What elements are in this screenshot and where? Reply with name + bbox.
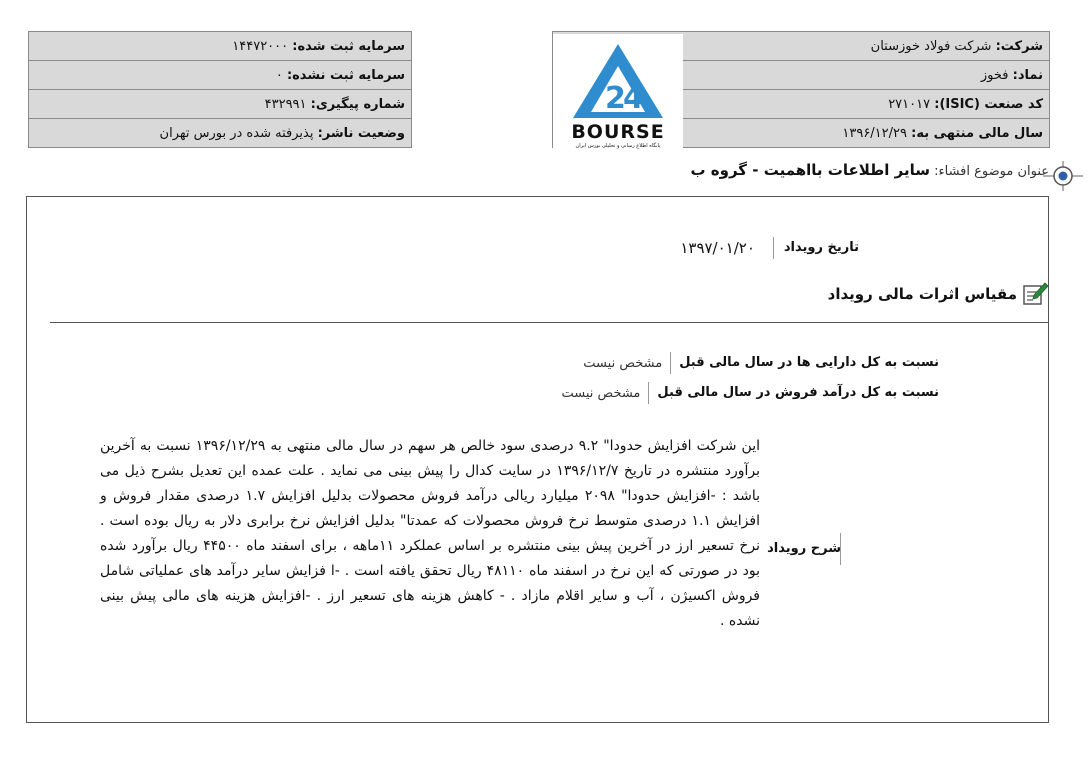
- company-value: شرکت فولاد خوزستان: [870, 38, 992, 54]
- publisher-status-value: پذیرفته شده در بورس تهران: [159, 125, 314, 141]
- ratio-sales-value: مشخص نیست: [561, 385, 641, 401]
- unregistered-capital-value: ۰: [275, 67, 283, 83]
- disclosure-subject: [691, 161, 1050, 179]
- subject-value: سایر اطلاعات بااهمیت - گروه ب: [690, 161, 930, 179]
- event-description-text: این شرکت افزایش حدودا" ۹.۲ درصدی سود خالص هر سهم در سال مالی منتهی به ۱۳۹۶/۱۲/۲۹ نسبت به آخرین برآورد منتشره در تاریخ ۱۳۹۶/۱۲/۷ در سایت کدال را پیش بینی می نماید . علت عمده این تعدیل بشرح ذیل می باشد : -افزایش حدودا" ۲۰۹۸ میلیارد ریالی درآمد فروش محصولات بدلیل افزایش ۱.۷ درصدی مقدار فروش و افزایش ۱.۱ درصدی متوسط نرخ فروش محصولات که عمدتا" بدلیل افزایش نرخ برابری دلار به ریال بوده است . نرخ تسعیر ارز در آخرین پیش بینی منتشره بر اساس عملکرد ۱۱ماهه ، برای اسفند ماه ۴۴۵۰۰ ریال برآورد شده بود در صورتی که این نرخ در اسفند ماه ۴۸۱۱۰ ریال تحقق یافته است . -ا فزایش سایر درآمد های عملیاتی شامل فروش اکسیژن ، آب و سایر اقلام مازاد . - کاهش هزینه های تسعیر ارز . -افزایش هزینه های مالی پیش بینی نشده .: [100, 438, 761, 629]
- logo-number-4: 4: [623, 81, 644, 116]
- event-date-row: [680, 237, 859, 259]
- edit-note-icon: [1023, 282, 1049, 306]
- bourse-logo: [553, 34, 683, 150]
- tracking-number-cell: شماره پیگیری: ۴۳۲۹۹۱: [29, 90, 412, 119]
- section-title-text: مقیاس اثرات مالی رویداد: [827, 285, 1017, 303]
- registered-capital-value: ۱۴۴۷۲۰۰۰: [232, 38, 289, 54]
- section-divider: [50, 322, 1049, 323]
- target-icon: [1043, 161, 1083, 191]
- event-date-value: ۱۳۹۷/۰۱/۲۰: [680, 239, 755, 257]
- logo-tagline: پایگاه اطلاع رسانی و تحلیلی بورس ایران: [575, 143, 661, 149]
- logo-wordmark: BOURSE: [571, 121, 665, 143]
- symbol-value: فخوز: [980, 67, 1009, 83]
- event-date-label: تاریخ رویداد: [773, 237, 859, 259]
- unregistered-capital-cell: سرمایه ثبت نشده: ۰: [29, 61, 412, 90]
- ratio-sales-row: [561, 382, 939, 404]
- company-header-table: [28, 31, 1050, 148]
- isic-value: ۲۷۱۰۱۷: [888, 96, 931, 112]
- description-separator: [840, 533, 841, 565]
- bourse-logo-graphic: [553, 34, 683, 150]
- tracking-number-value: ۴۳۲۹۹۱: [264, 96, 307, 112]
- event-description-label: شرح رویداد: [767, 541, 841, 556]
- symbol-cell: نماد: فخوز: [553, 61, 1050, 90]
- ratio-assets-label: نسبت به کل دارایی ها در سال مالی قبل: [670, 352, 939, 374]
- registered-capital-cell: سرمایه ثبت شده: ۱۴۴۷۲۰۰۰: [29, 32, 412, 61]
- ratio-assets-row: [583, 352, 939, 374]
- logo-number-2: 2: [605, 81, 626, 116]
- fiscal-year-cell: سال مالی منتهی به: ۱۳۹۶/۱۲/۲۹: [553, 119, 1050, 148]
- ratio-sales-label: نسبت به کل درآمد فروش در سال مالی قبل: [648, 382, 939, 404]
- isic-cell: کد صنعت (ISIC): ۲۷۱۰۱۷: [553, 90, 1050, 119]
- publisher-status-cell: وضعیت ناشر: پذیرفته شده در بورس تهران: [29, 119, 412, 148]
- fiscal-year-value: ۱۳۹۶/۱۲/۲۹: [842, 125, 907, 141]
- ratio-assets-value: مشخص نیست: [583, 355, 663, 371]
- financial-impact-section-title: [828, 282, 1049, 306]
- company-cell: شرکت: شرکت فولاد خوزستان: [553, 32, 1050, 61]
- subject-label: عنوان موضوع افشاء:: [934, 164, 1049, 179]
